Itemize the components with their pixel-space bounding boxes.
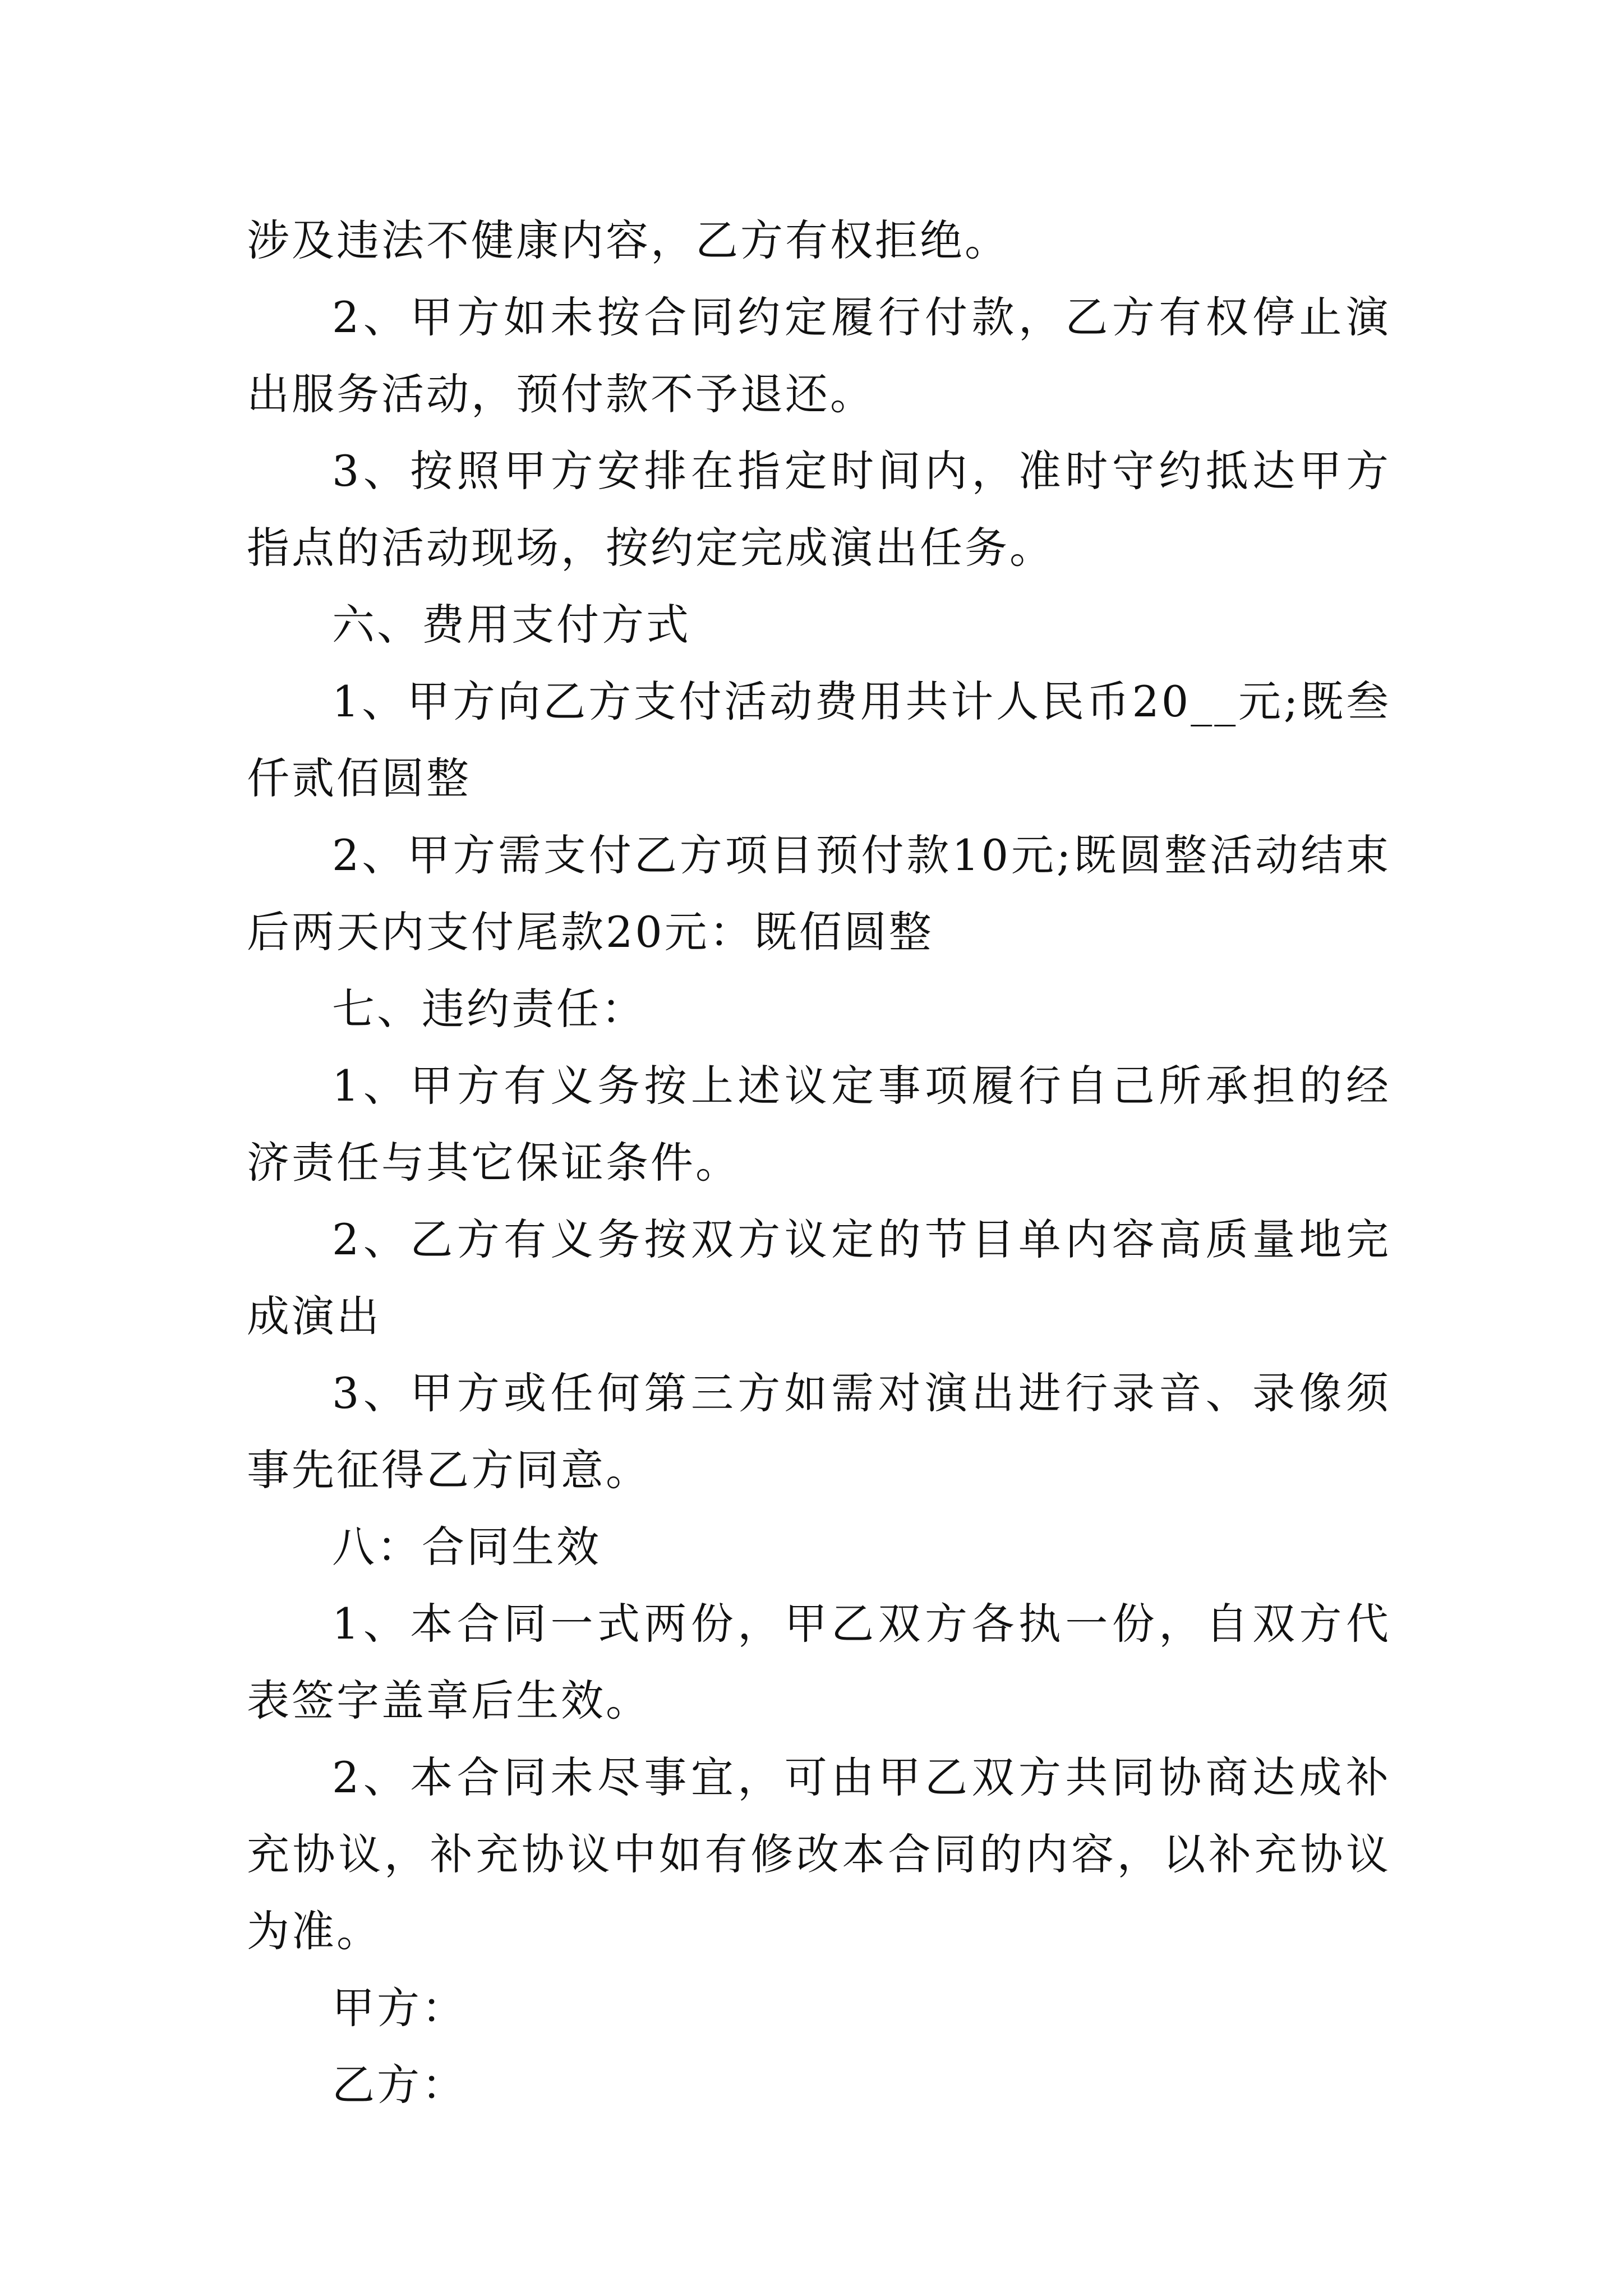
section-heading-payment: 六、费用支付方式: [332, 600, 691, 650]
paragraph-clause-6-1: 1、甲方向乙方支付活动费用共计人民币20__元;既叁仟贰佰圆整: [247, 677, 1391, 803]
paragraph-clause-7-1: 1、甲方有义务按上述议定事项履行自己所承担的经济责任与其它保证条件。: [247, 1061, 1391, 1188]
paragraph-clause-7-2: 2、乙方有义务按双方议定的节目单内容高质量地完成演出: [247, 1214, 1391, 1341]
paragraph-clause-5-2: 2、甲方如未按合同约定履行付款，乙方有权停止演出服务活动，预付款不予退还。: [247, 292, 1391, 419]
section-heading-liability: 七、违约责任：: [332, 984, 646, 1034]
signature-party-b: 乙方：: [332, 2060, 467, 2110]
paragraph-clause-8-1: 1、本合同一式两份，甲乙双方各执一份，自双方代表签字盖章后生效。: [247, 1599, 1391, 1726]
section-heading-effectiveness: 八：合同生效: [332, 1522, 601, 1572]
paragraph-clause-7-3: 3、甲方或任何第三方如需对演出进行录音、录像须事先征得乙方同意。: [247, 1368, 1391, 1495]
paragraph-clause-6-2: 2、甲方需支付乙方项目预付款10元;既圆整活动结束后两天内支付尾款20元：既佰圆整: [247, 830, 1391, 957]
paragraph-clause-8-2: 2、本合同未尽事宜，可由甲乙双方共同协商达成补充协议，补充协议中如有修改本合同的内容，以补充协议为准。: [247, 1752, 1391, 1956]
paragraph-continuation: 涉及违法不健康内容，乙方有权拒绝。: [247, 215, 1009, 265]
paragraph-clause-5-3: 3、按照甲方安排在指定时间内，准时守约抵达甲方指点的活动现场，按约定完成演出任务。: [247, 446, 1391, 573]
signature-party-a: 甲方：: [332, 1983, 467, 2033]
document-body: [247, 202, 1391, 2123]
